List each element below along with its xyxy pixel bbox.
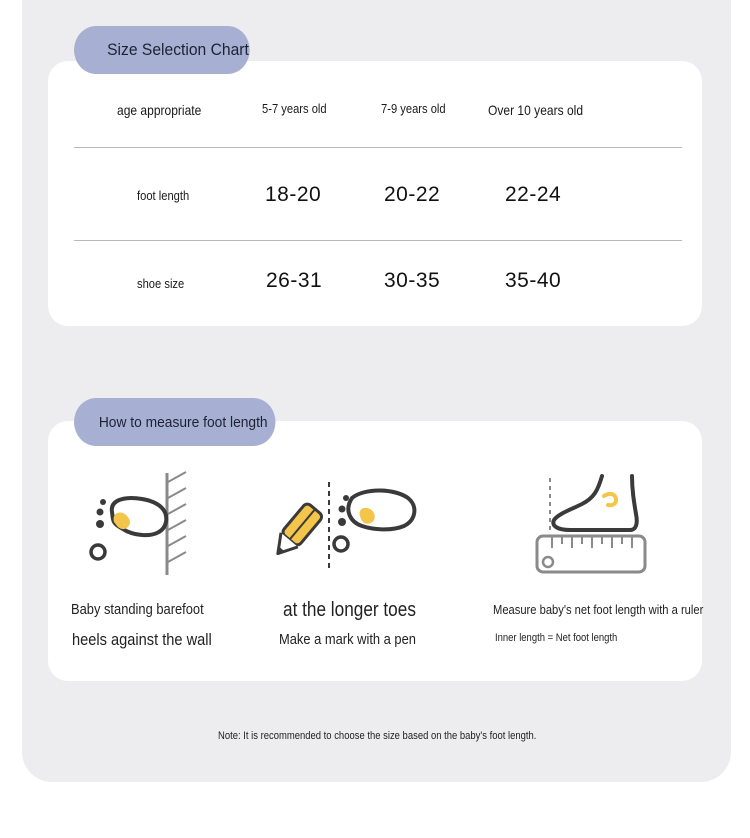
shoe-size-value-2: 30-35 — [384, 269, 441, 292]
foot-length-value-3: 22-24 — [505, 183, 562, 206]
row-label-foot-length: foot length — [137, 188, 190, 203]
foot-length-value-1: 18-20 — [265, 183, 322, 206]
measure-title-text: How to measure foot length — [98, 413, 268, 431]
header-col-3: Over 10 years old — [488, 102, 584, 118]
note-text: Note: It is recommended to choose the size based on the baby's foot length. — [218, 730, 537, 742]
pen-mark-toes-icon — [276, 476, 426, 576]
step-3-line-1: Measure baby's net foot length with a ruler — [493, 602, 704, 617]
table-divider — [74, 147, 682, 148]
step-3-line-2: Inner length = Net foot length — [495, 632, 618, 644]
step-2-line-2: Make a mark with a pen — [279, 631, 416, 648]
header-label: age appropriate — [117, 102, 202, 118]
foot-length-value-2: 20-22 — [384, 183, 441, 206]
shoe-size-value-3: 35-40 — [505, 269, 562, 292]
row-label-shoe-size: shoe size — [137, 276, 185, 291]
shoe-size-value-1: 26-31 — [266, 269, 323, 292]
step-2-line-1: at the longer toes — [283, 599, 416, 621]
foot-against-wall-icon — [84, 468, 194, 578]
table-divider — [74, 240, 682, 241]
size-chart-title — [74, 26, 250, 74]
header-col-1: 5-7 years old — [262, 101, 327, 116]
step-1-line-1: Baby standing barefoot — [71, 601, 204, 618]
step-1-line-2: heels against the wall — [72, 630, 212, 649]
measure-title — [74, 398, 275, 446]
header-col-2: 7-9 years old — [381, 101, 446, 116]
foot-on-ruler-icon — [532, 468, 652, 578]
size-chart-title-text: Size Selection Chart — [107, 40, 249, 59]
